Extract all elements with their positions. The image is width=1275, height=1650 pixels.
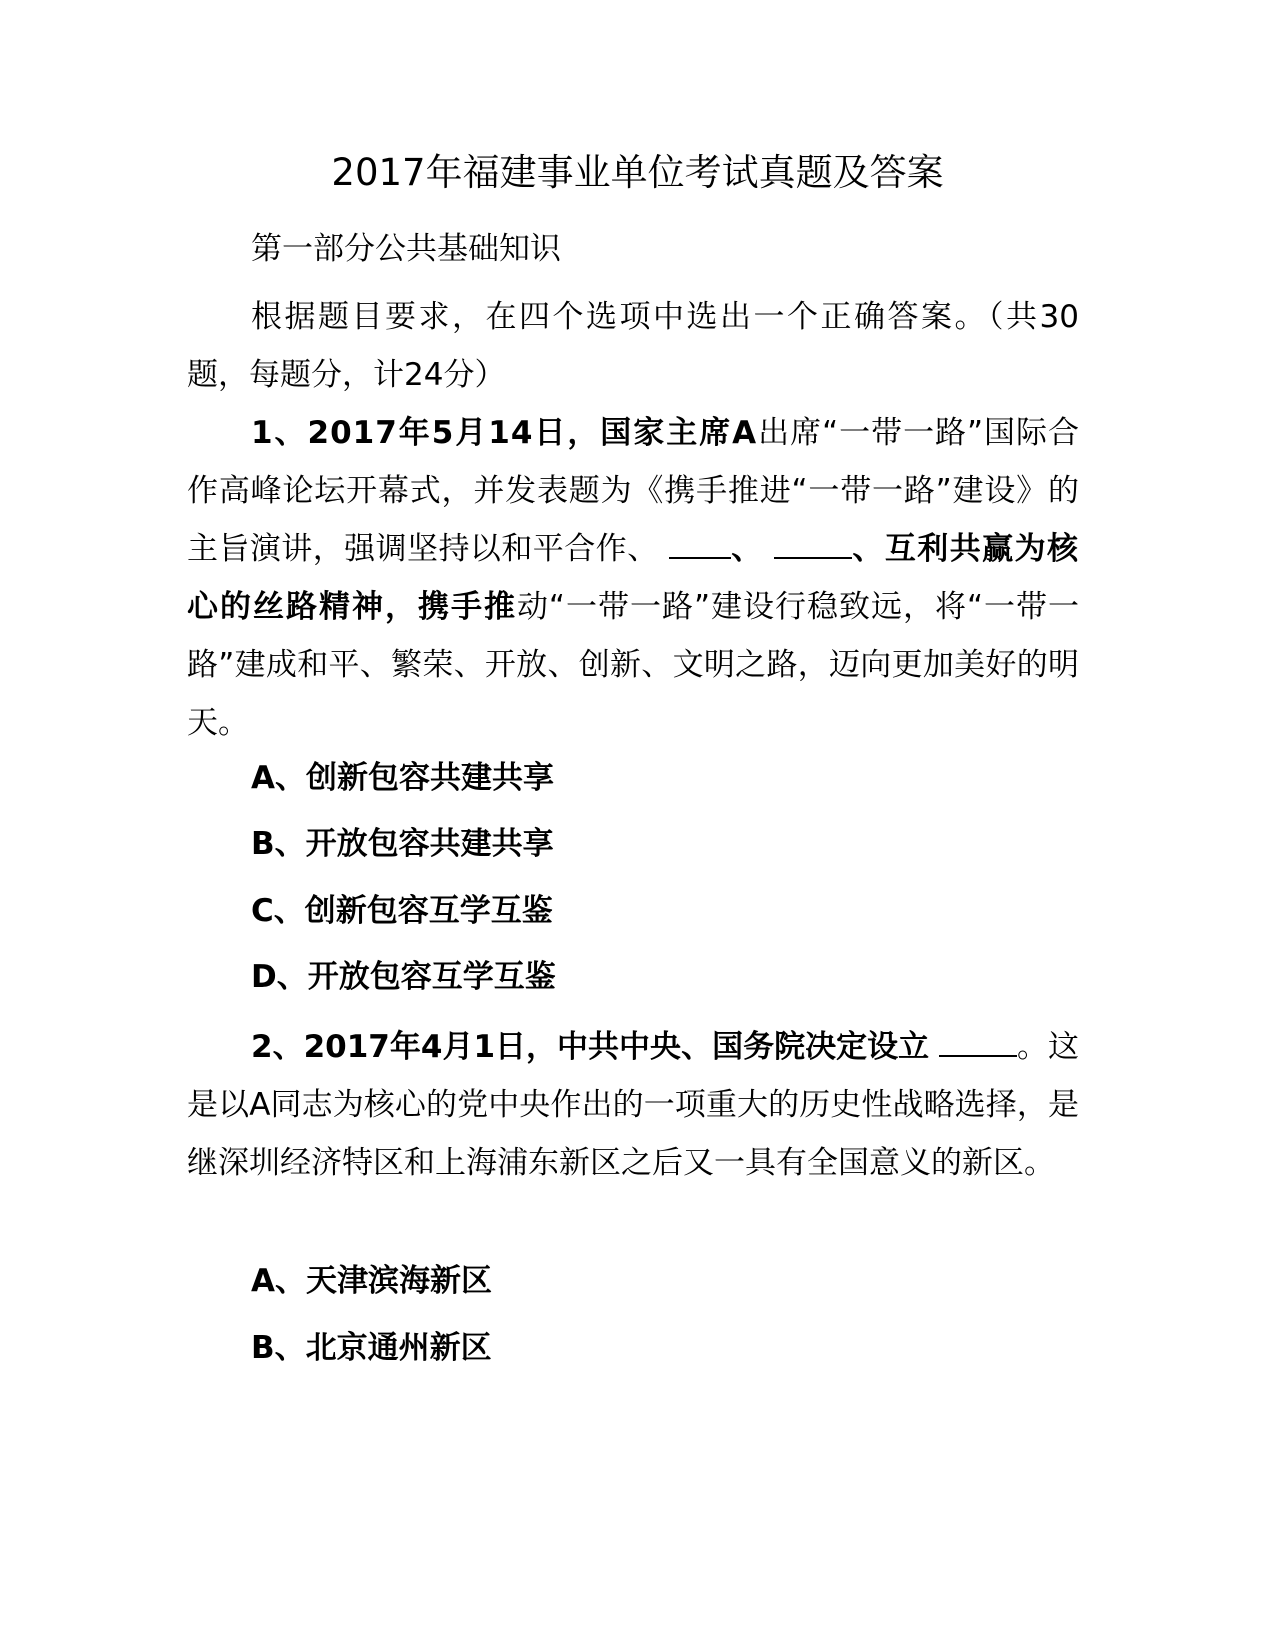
- question-1-option-a: A、创新包容共建共享: [251, 760, 554, 796]
- question-1-text-bold: 、互利共赢为核心的丝路精神，携手推: [187, 531, 1080, 625]
- question-1-text-end: 动“一带一路”建设行稳致远，将“一带一路”建成和平、繁荣、开放、创新、文明之路，迈向更加美好的明天。: [187, 589, 1079, 741]
- blank-separator: 、: [730, 531, 764, 567]
- question-1-option-c: C、创新包容互学互鉴: [251, 893, 553, 929]
- question-1-option-b: B、开放包容共建共享: [251, 826, 554, 862]
- question-2-text: 。这是以A同志为核心的党中央作出的一项重大的历史性战略选择，是继深圳经济特区和上海浦东新区之后又一具有全国意义的新区。: [187, 1029, 1080, 1181]
- question-1-stem: [187, 404, 1079, 752]
- question-2-option-b: B、北京通州新区: [251, 1330, 492, 1366]
- answer-blank: [939, 1025, 1017, 1057]
- document-title: 2017年福建事业单位考试真题及答案: [331, 151, 944, 194]
- question-1-text: 出席“一带一路”国际合作高峰论坛开幕式，并发表题为《携手推进“一带一路”建设》的主旨演讲，强调坚持以和平合作、: [187, 415, 1079, 567]
- question-2-option-a: A、天津滨海新区: [251, 1263, 492, 1299]
- instruction-paragraph: 根据题目要求，在四个选项中选出一个正确答案。（共30题，每题分，计24分）: [187, 299, 1079, 393]
- section-heading: 第一部分公共基础知识: [251, 231, 561, 267]
- question-1-date: 1、2017年5月14日，国家主席A: [251, 415, 758, 451]
- answer-blank: [669, 527, 731, 559]
- question-2-date: 2、2017年4月1日，中共中央、国务院决定设立: [251, 1029, 930, 1065]
- question-1-option-d: D、开放包容互学互鉴: [251, 959, 556, 995]
- question-2-stem: [187, 1018, 1079, 1192]
- answer-blank: [774, 527, 852, 559]
